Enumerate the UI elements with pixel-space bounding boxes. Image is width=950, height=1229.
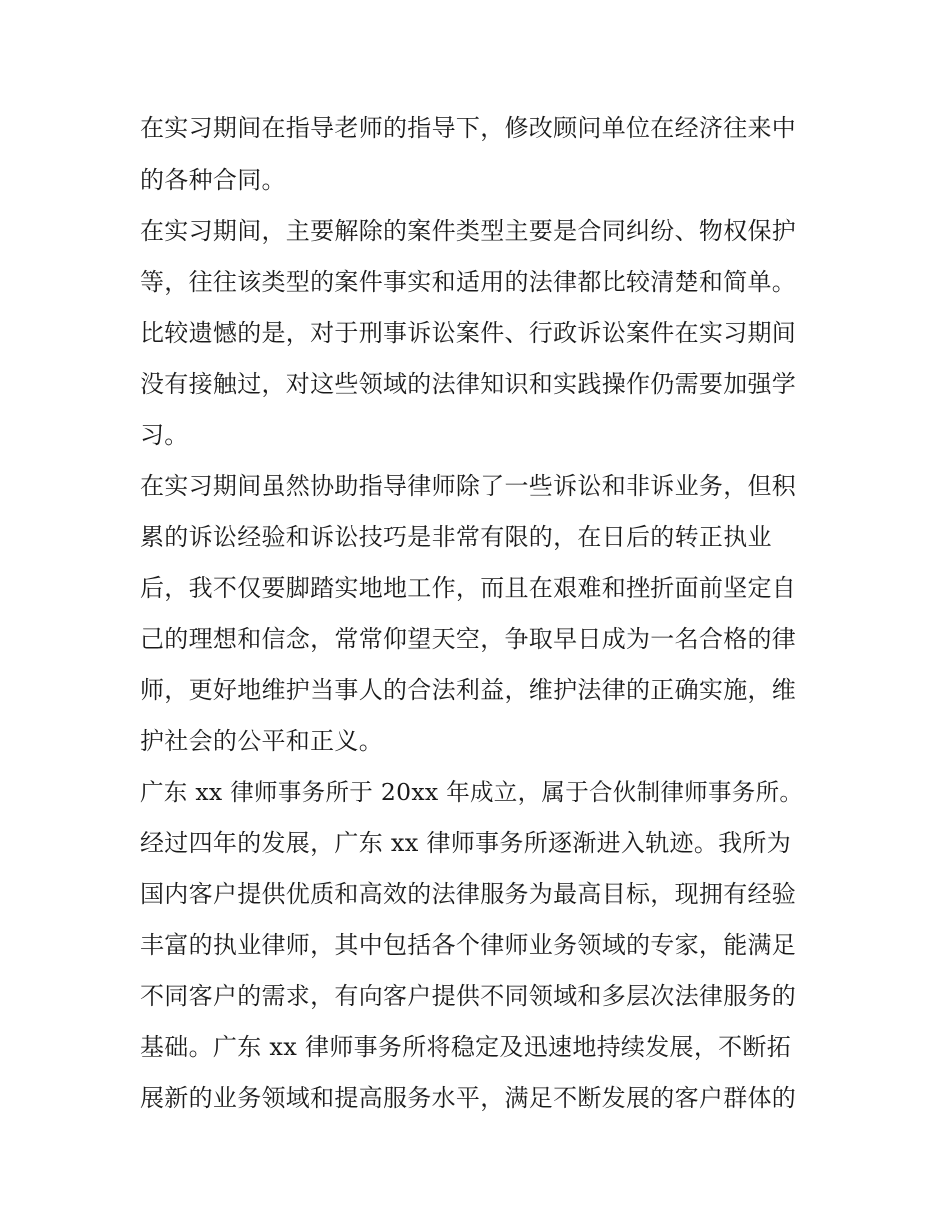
text-line: 在实习期间，主要解除的案件类型主要是合同纠纷、物权保护 <box>140 217 797 245</box>
text-line: 展新的业务领域和提高服务水平，满足不断发展的客户群体的 <box>140 1084 797 1112</box>
text-line: 经过四年的发展，广东 xx 律师事务所逐渐进入轨迹。我所为 <box>140 829 792 857</box>
text-line: 广东 xx 律师事务所于 20xx 年成立，属于合伙制律师事务所。 <box>140 778 804 806</box>
text-line: 国内客户提供优质和高效的法律服务为最高目标，现拥有经验 <box>140 880 797 908</box>
text-line: 后，我不仅要脚踏实地地工作，而且在艰难和挫折面前坚定自 <box>140 574 797 602</box>
text-line: 没有接触过，对这些领域的法律知识和实践操作仍需要加强学 <box>140 370 797 398</box>
text-line: 在实习期间虽然协助指导律师除了一些诉讼和非诉业务，但积 <box>140 472 797 500</box>
text-line: 基础。广东 xx 律师事务所将稳定及迅速地持续发展，不断拓 <box>140 1033 792 1061</box>
text-line: 师，更好地维护当事人的合法利益，维护法律的正确实施，维 <box>140 676 797 704</box>
text-line: 己的理想和信念，常常仰望天空，争取早日成为一名合格的律 <box>140 625 797 653</box>
text-line: 丰富的执业律师，其中包括各个律师业务领域的专家，能满足 <box>140 931 797 959</box>
text-line: 护社会的公平和正义。 <box>140 727 383 755</box>
text-line: 在实习期间在指导老师的指导下，修改顾问单位在经济往来中 <box>140 114 797 142</box>
text-line: 不同客户的需求，有向客户提供不同领域和多层次法律服务的 <box>140 982 797 1010</box>
text-line: 等，往往该类型的案件事实和适用的法律都比较清楚和简单。 <box>140 268 797 296</box>
text-line: 的各种合同。 <box>140 166 286 194</box>
text-line: 习。 <box>140 421 189 449</box>
text-line: 比较遗憾的是，对于刑事诉讼案件、行政诉讼案件在实习期间 <box>140 319 797 347</box>
text-line: 累的诉讼经验和诉讼技巧是非常有限的，在日后的转正执业 <box>140 523 772 551</box>
